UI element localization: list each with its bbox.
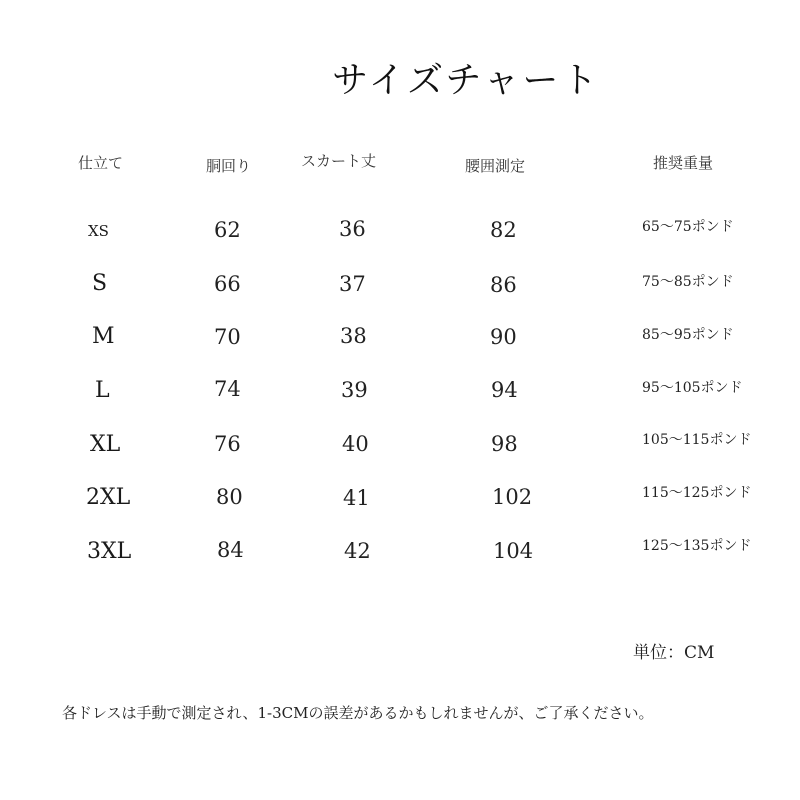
cell-hip: 104 [493,539,534,563]
cell-size: XS [88,222,109,240]
cell-waist: 74 [214,377,241,401]
cell-size: M [92,324,115,349]
cell-waist: 66 [214,272,241,296]
cell-skirt-length: 39 [341,378,368,402]
cell-weight: 75〜85ポンド [642,274,734,290]
cell-hip: 94 [491,378,518,402]
cell-waist: 70 [214,325,241,349]
cell-waist: 84 [217,538,244,562]
cell-size: 2XL [86,485,131,510]
measurement-footnote: 各ドレスは手動で測定され、1-3CMの誤差があるかもしれませんが、ご了承ください。 [62,704,654,722]
cell-size: 3XL [87,539,132,564]
cell-waist: 80 [216,485,243,509]
header-waist: 胴回り [206,157,252,175]
header-size: 仕立て [78,154,124,172]
cell-hip: 86 [490,273,517,297]
cell-skirt-length: 42 [344,539,371,563]
cell-hip: 82 [490,218,517,242]
cell-hip: 90 [490,325,517,349]
cell-weight: 65〜75ポンド [642,219,734,235]
cell-skirt-length: 40 [342,432,369,456]
cell-size: S [92,271,108,296]
cell-waist: 62 [214,218,241,242]
cell-hip: 102 [492,485,533,509]
cell-hip: 98 [491,432,518,456]
cell-weight: 85〜95ポンド [642,327,734,343]
header-hip: 腰囲測定 [465,157,526,175]
cell-skirt-length: 41 [343,486,370,510]
cell-skirt-length: 37 [339,272,366,296]
header-skirt-length: スカート丈 [301,152,377,170]
cell-weight: 125〜135ポンド [642,538,752,554]
header-weight: 推奨重量 [653,154,714,172]
cell-size: XL [90,432,121,457]
cell-skirt-length: 38 [340,324,367,348]
cell-size: L [95,378,110,403]
cell-weight: 105〜115ポンド [642,432,752,448]
cell-waist: 76 [214,432,241,456]
cell-weight: 95〜105ポンド [642,380,743,396]
cell-weight: 115〜125ポンド [642,485,752,501]
cell-skirt-length: 36 [339,217,366,241]
unit-label: 単位：CM [633,643,715,663]
chart-title: サイズチャート [332,60,601,101]
